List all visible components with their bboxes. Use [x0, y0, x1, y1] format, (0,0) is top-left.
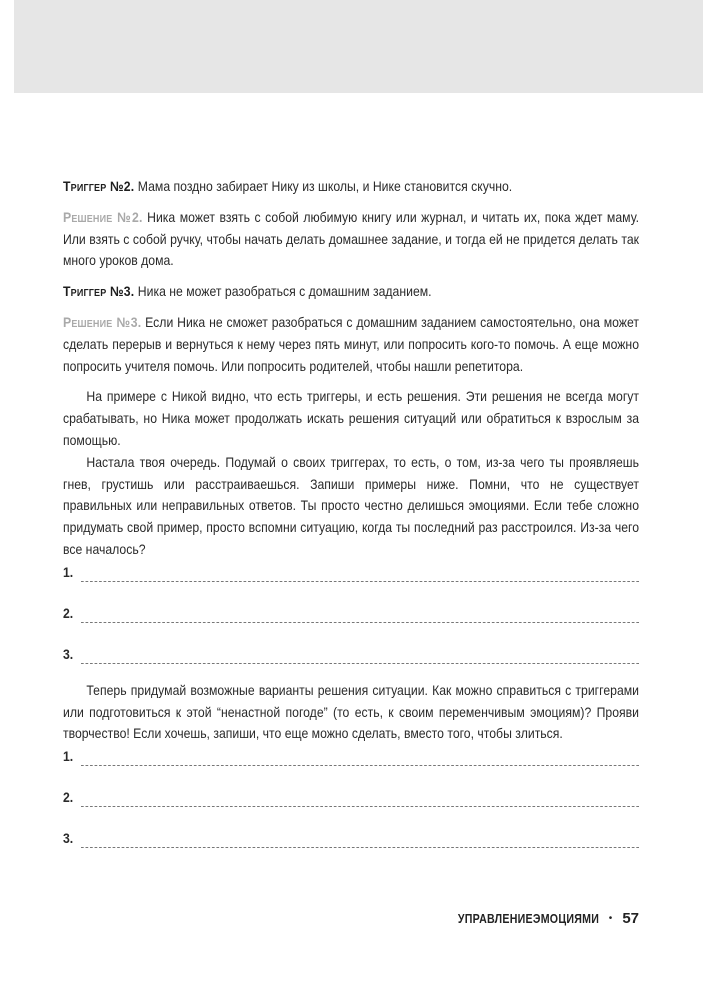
trigger-3-label: Триггер №3. — [63, 284, 135, 300]
running-title: УПРАВЛЕНИЕЭМОЦИЯМИ — [457, 911, 599, 926]
solution-3-label: Решение №3. — [63, 314, 142, 330]
trigger-3-text: Ника не может разобраться с домашним заданием. — [134, 284, 432, 300]
line-number: 1. — [63, 749, 74, 765]
answer-line[interactable] — [63, 747, 639, 768]
answer-line[interactable] — [63, 563, 639, 584]
line-number: 2. — [63, 605, 74, 621]
footer-bullet: • — [608, 913, 613, 924]
answer-line[interactable] — [63, 829, 639, 850]
trigger-2-paragraph — [63, 176, 639, 198]
dotted-line[interactable] — [81, 796, 639, 807]
trigger-2-text: Мама поздно забирает Нику из школы, и Нике становится скучно. — [134, 179, 513, 194]
answer-line[interactable] — [63, 645, 639, 666]
top-gray-band — [14, 0, 703, 93]
dotted-line[interactable] — [81, 653, 639, 664]
line-number: 2. — [63, 790, 74, 806]
page-footer — [433, 910, 639, 927]
example-paragraph: На примере с Никой видно, что есть триггеры, и есть решения. Эти решения не всегда могут срабатывать, но Ника может продолжать искать решения ситуаций или обратиться к взрослым за помощью. — [63, 389, 639, 448]
dotted-line[interactable] — [81, 837, 639, 848]
answer-lines-group-1 — [63, 563, 639, 666]
answer-line[interactable] — [63, 788, 639, 809]
solution-3-text: Если Ника не сможет разобраться с домашним заданием самостоятельно, она может сделать перерыв и вернуться к нему через пять минут, или попросить кого-то помочь. А еще можно попросить учителя помочь. Или попросить родителей, чтобы нашли репетитора. — [63, 314, 639, 374]
dotted-line[interactable] — [81, 755, 639, 766]
dotted-line[interactable] — [81, 571, 639, 582]
solution-2-paragraph — [63, 207, 639, 272]
line-number: 3. — [63, 646, 74, 662]
trigger-2-label: Триггер №2. — [63, 179, 135, 194]
page-content — [63, 176, 639, 850]
solution-3-paragraph — [63, 312, 639, 377]
dotted-line[interactable] — [81, 612, 639, 623]
prompt-2-paragraph: Теперь придумай возможные варианты решения ситуации. Как можно справиться с триггерами или подготовиться к этой “ненастной погоде” (то есть, к своим переменчивым эмоциям)? Прояви творчество! Если хочешь, запиши, что еще можно сделать, вместо того, чтобы злиться. — [63, 682, 639, 742]
line-number: 3. — [63, 831, 74, 847]
solution-2-text: Ника может взять с собой любимую книгу или журнал, и читать их, пока ждет маму. Или взять с собой ручку, чтобы начать делать домашнее задание, и тогда ей не придется делать так много уроков дома. — [63, 209, 639, 269]
page-number: 57 — [622, 910, 639, 927]
answer-line[interactable] — [63, 604, 639, 625]
prompt-1-paragraph: Настала твоя очередь. Подумай о своих триггерах, то есть, о том, из-за чего ты проявляешь гнев, грустишь или расстраиваешься. Запиши примеры ниже. Помни, что не существует правильных или неправильных ответов. Ты просто честно делишься эмоциями. Если тебе сложно придумать свой пример, просто вспомни ситуацию, когда ты последний раз расстроился. Из-за чего все началось? — [63, 454, 639, 557]
answer-lines-group-2 — [63, 747, 639, 850]
trigger-3-paragraph — [63, 281, 639, 303]
solution-2-label: Решение №2. — [63, 209, 143, 225]
line-number: 1. — [63, 564, 74, 580]
